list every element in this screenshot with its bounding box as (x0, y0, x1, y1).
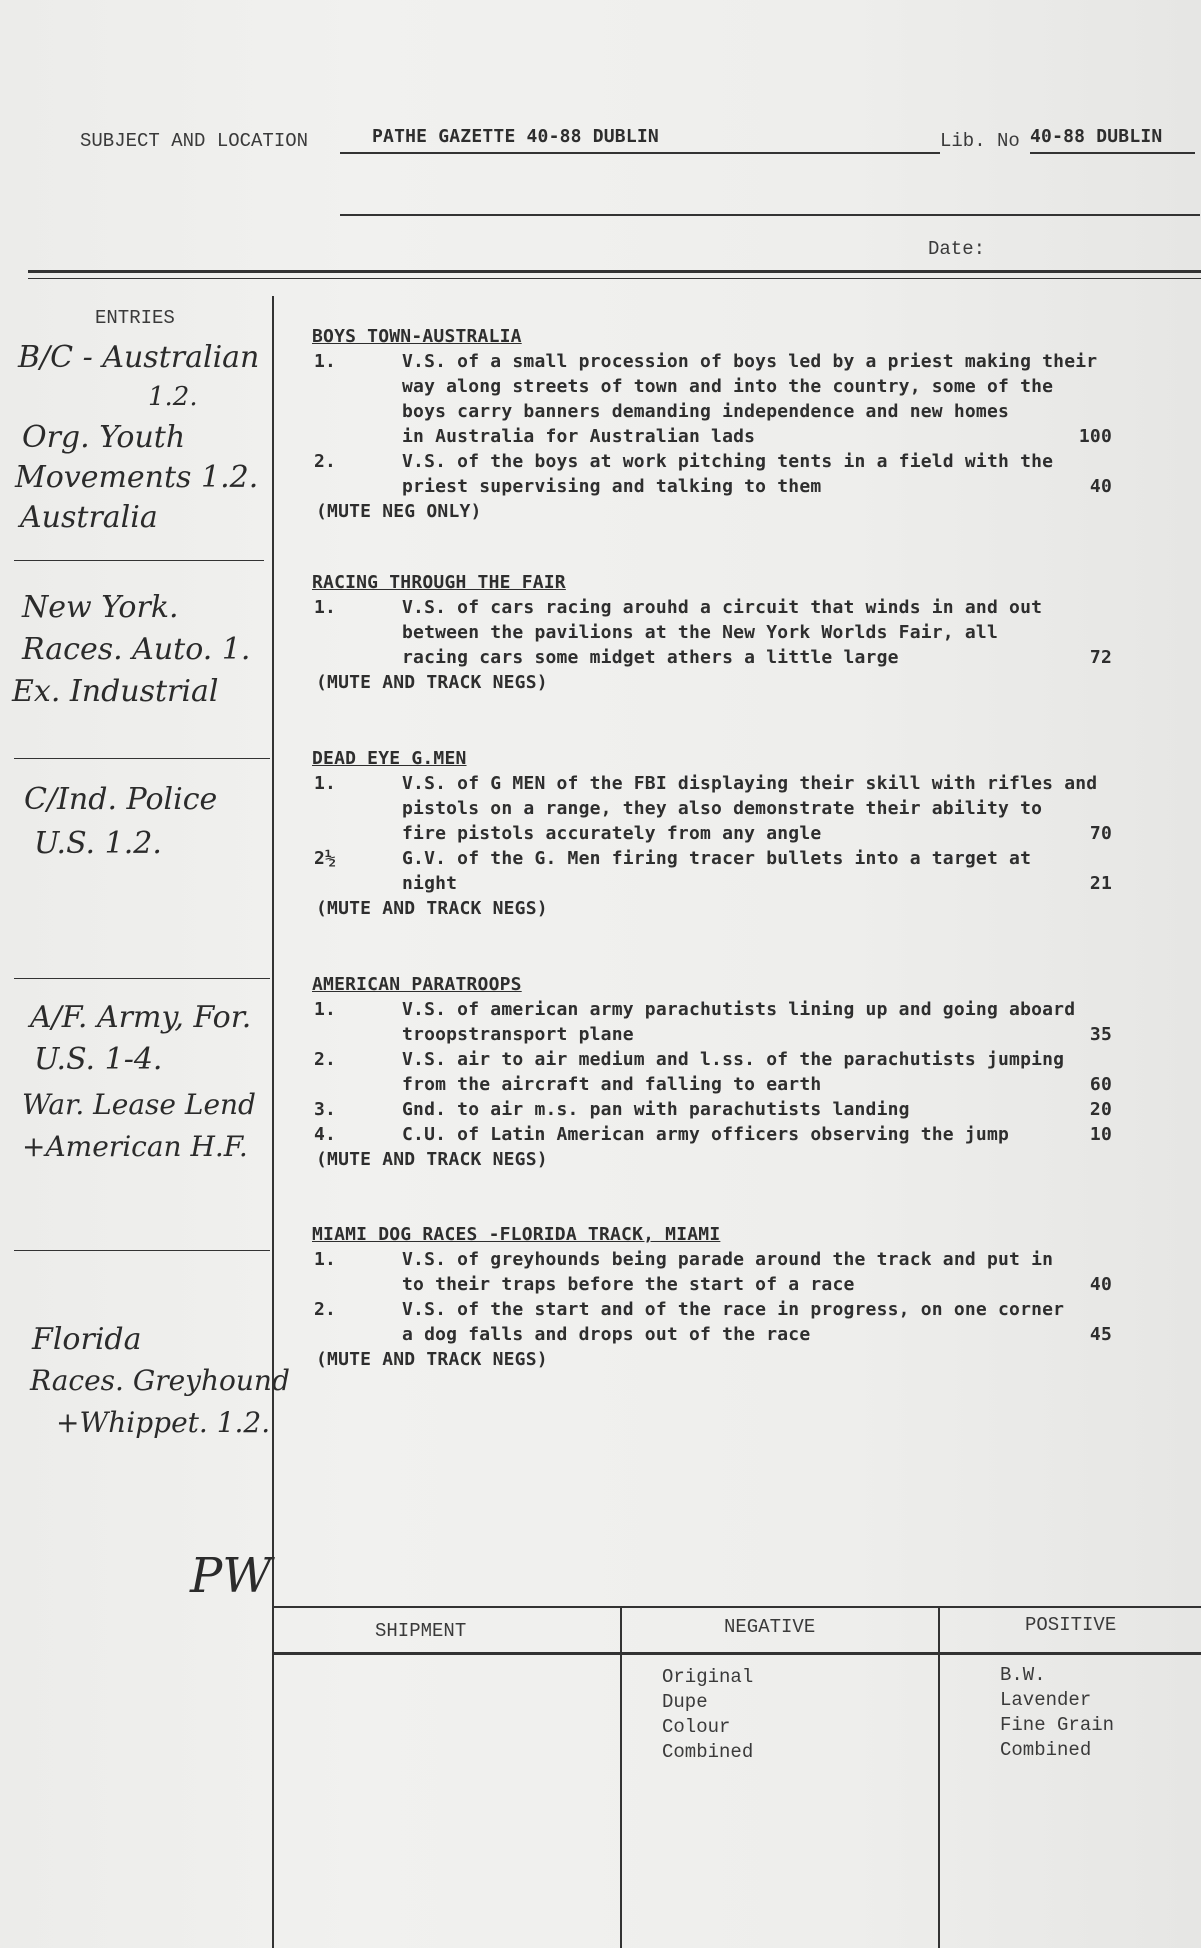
shot-description-line: C.U. of Latin American army officers observing the jump (402, 1124, 1010, 1145)
date-label: Date: (928, 238, 986, 260)
subject-value: PATHE GAZETTE 40-88 DUBLIN (372, 126, 659, 147)
negative-combined: Combined (662, 1741, 754, 1763)
negative-original: Original (662, 1666, 754, 1688)
shot-number: 2½ (314, 848, 337, 869)
shot-description-line: a dog falls and drops out of the race (402, 1324, 811, 1345)
footage-value: 40 (1089, 1274, 1112, 1295)
story-title: MIAMI DOG RACES -FLORIDA TRACK, MIAMI (312, 1224, 721, 1245)
footage-value: 100 (1078, 426, 1112, 447)
footage-value: 70 (1089, 823, 1112, 844)
handwritten-entry-4c: War. Lease Lend (22, 1088, 256, 1121)
shot-number: 2. (314, 1299, 337, 1320)
story-title: DEAD EYE G.MEN (312, 748, 467, 769)
negative-type-note: (MUTE AND TRACK NEGS) (316, 1349, 548, 1370)
shot-description-line: V.S. of the start and of the race in progress, on one corner (402, 1299, 1065, 1320)
shot-description-line: V.S. of cars racing arouhd a circuit that winds in and out (402, 597, 1043, 618)
footage-value: 40 (1089, 476, 1112, 497)
shot-number: 1. (314, 999, 337, 1020)
shot-description-line: Gnd. to air m.s. pan with parachutists landing (402, 1099, 910, 1120)
story-title: BOYS TOWN-AUSTRALIA (312, 326, 522, 347)
negative-type-note: (MUTE NEG ONLY) (316, 501, 482, 522)
shot-description-line: V.S. of american army parachutists lining up and going aboard (402, 999, 1076, 1020)
negative-colour: Colour (662, 1716, 731, 1738)
handwritten-entry-1e: Australia (20, 500, 158, 535)
positive-header: POSITIVE (1025, 1614, 1117, 1636)
shot-description-line: fire pistols accurately from any angle (402, 823, 822, 844)
handwritten-entry-1a: B/C - Australian (18, 340, 260, 375)
handwritten-entry-4a: A/F. Army, For. (30, 1000, 252, 1035)
handwritten-entry-5a: Florida (32, 1322, 142, 1357)
footage-value: 60 (1089, 1074, 1112, 1095)
subject-label: SUBJECT AND LOCATION (80, 130, 309, 152)
footage-value: 21 (1089, 873, 1112, 894)
negative-type-note: (MUTE AND TRACK NEGS) (316, 672, 548, 693)
header-rule (340, 214, 1200, 216)
shot-description-line: night (402, 873, 458, 894)
entry-separator-4 (14, 1250, 270, 1251)
handwritten-entry-5c: +Whippet. 1.2. (56, 1406, 271, 1439)
lib-label: Lib. No (940, 130, 1020, 152)
handwritten-entry-2b: Races. Auto. 1. (22, 632, 251, 667)
shot-description-line: racing cars some midget athers a little large (402, 647, 899, 668)
shot-number: 1. (314, 773, 337, 794)
shot-description-line: boys carry banners demanding independence and new homes (402, 401, 1010, 422)
entry-separator-3 (14, 978, 270, 979)
lib-value: 40-88 DUBLIN (1030, 126, 1163, 147)
footage-value: 35 (1089, 1024, 1112, 1045)
lib-underline (1030, 152, 1195, 154)
handwritten-entry-1b: 1.2. (148, 382, 198, 412)
positive-bw: B.W. (1000, 1664, 1046, 1686)
shot-description-line: pistols on a range, they also demonstrate their ability to (402, 798, 1043, 819)
shot-number: 1. (314, 597, 337, 618)
shot-description-line: V.S. of G MEN of the FBI displaying their skill with rifles and (402, 773, 1098, 794)
shot-number: 1. (314, 351, 337, 372)
story-title: AMERICAN PARATROOPS (312, 974, 522, 995)
handwritten-initials: PW (190, 1548, 272, 1604)
entry-separator-2 (14, 758, 270, 759)
table-divider-2 (938, 1606, 940, 1948)
negative-type-note: (MUTE AND TRACK NEGS) (316, 898, 548, 919)
shot-description-line: between the pavilions at the New York Worlds Fair, all (402, 622, 998, 643)
shot-description-line: priest supervising and talking to them (402, 476, 822, 497)
shot-description-line: V.S. of greyhounds being parade around the track and put in (402, 1249, 1054, 1270)
entries-label: ENTRIES (95, 307, 175, 329)
table-header-rule (274, 1652, 1201, 1655)
footage-value: 72 (1089, 647, 1112, 668)
shot-description-line: V.S. of a small procession of boys led by a priest making their (402, 351, 1098, 372)
shot-description-line: V.S. of the boys at work pitching tents in a field with the (402, 451, 1054, 472)
negative-header: NEGATIVE (724, 1616, 816, 1638)
handwritten-entry-2c: Ex. Industrial (12, 674, 219, 709)
handwritten-entry-1d: Movements 1.2. (15, 460, 259, 495)
shipment-header: SHIPMENT (375, 1620, 467, 1642)
top-rule-secondary (28, 278, 1201, 279)
handwritten-entry-3b: U.S. 1.2. (34, 826, 162, 861)
shot-description-line: troopstransport plane (402, 1024, 634, 1045)
shot-description-line: from the aircraft and falling to earth (402, 1074, 822, 1095)
handwritten-entry-3a: C/Ind. Police (24, 782, 218, 817)
handwritten-entry-4d: +American H.F. (22, 1130, 248, 1163)
handwritten-entry-1c: Org. Youth (22, 420, 186, 455)
positive-lavender: Lavender (1000, 1689, 1092, 1711)
handwritten-entry-5b: Races. Greyhound (30, 1364, 290, 1397)
handwritten-entry-2a: New York. (22, 590, 179, 625)
top-rule (28, 270, 1201, 273)
shot-number: 4. (314, 1124, 337, 1145)
footage-value: 45 (1089, 1324, 1112, 1345)
entry-separator-1 (14, 560, 264, 561)
shot-number: 2. (314, 1049, 337, 1070)
shot-description-line: V.S. air to air medium and l.ss. of the parachutists jumping (402, 1049, 1065, 1070)
positive-fine-grain: Fine Grain (1000, 1714, 1115, 1736)
shot-description-line: in Australia for Australian lads (402, 426, 756, 447)
table-divider-1 (620, 1606, 622, 1948)
subject-underline (340, 152, 940, 154)
table-top-rule (274, 1606, 1201, 1608)
entries-divider (272, 296, 274, 1948)
positive-combined: Combined (1000, 1739, 1092, 1761)
handwritten-entry-4b: U.S. 1-4. (34, 1042, 163, 1077)
shot-description-line: way along streets of town and into the country, some of the (402, 376, 1054, 397)
story-title: RACING THROUGH THE FAIR (312, 572, 566, 593)
footage-value: 10 (1089, 1124, 1112, 1145)
shot-description-line: G.V. of the G. Men firing tracer bullets into a target at (402, 848, 1032, 869)
negative-dupe: Dupe (662, 1691, 708, 1713)
shot-number: 1. (314, 1249, 337, 1270)
negative-type-note: (MUTE AND TRACK NEGS) (316, 1149, 548, 1170)
shot-number: 3. (314, 1099, 337, 1120)
footage-value: 20 (1089, 1099, 1112, 1120)
shot-number: 2. (314, 451, 337, 472)
shot-description-line: to their traps before the start of a race (402, 1274, 855, 1295)
